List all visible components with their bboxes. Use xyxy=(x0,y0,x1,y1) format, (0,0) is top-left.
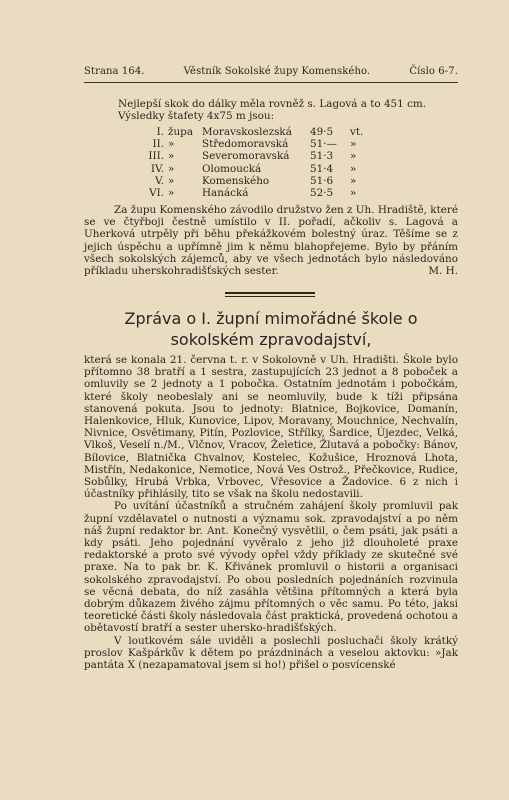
table-row: V. » Komenského 51·6 » xyxy=(155,174,357,187)
author-signature: M. H. xyxy=(428,265,458,278)
section-divider xyxy=(225,292,315,300)
closing-paragraph-block xyxy=(84,204,458,277)
page-header xyxy=(84,66,458,77)
table-row: IV. » Olomoucká 51·4 » xyxy=(150,162,357,175)
intro-line-1: Nejlepší skok do dálky měla rovněž s. Lagová a to 451 cm. xyxy=(118,98,427,110)
journal-title: Věstník Sokolské župy Komenského. xyxy=(183,66,371,77)
issue-number: Číslo 6-7. xyxy=(409,66,458,77)
article-paragraph-3: V loutkovém sále uviděli a poslechli posluchači školy krátký proslov Kašpárkův k dětem po prázdninách a veselou aktovku: »Jak pantáta X (nezapamatoval jsem si ho!) přišel o posvícenské xyxy=(84,634,458,672)
intro-line-2: Výsledky štafety 4x75 m jsou: xyxy=(118,110,275,123)
relay-results-table xyxy=(136,126,370,199)
header-rule xyxy=(84,82,458,83)
intro-block xyxy=(118,98,458,122)
table-row: VI. » Hanácká 52·5 » xyxy=(149,187,357,200)
article-body xyxy=(84,354,458,671)
page-number: Strana 164. xyxy=(84,66,145,77)
table-row: II. » Středomoravská 51·— » xyxy=(152,138,357,151)
article-paragraph-1: která se konala 21. června t. r. v Sokolovně v Uh. Hradišti. Škole bylo přítomno 38 bratří a 1 sestra, zastupujících 23 jednot a 8 poboček a omluvily se 2 jednoty a 1 pobočka. Ostatním jednotám i pobočkám, které školy neobeslaly ani se neomluvily, bude k tíži připsána stanovená pokuta. Jsou to jednoty: Blatnice, Bojkovice, Domanín, Halenkovice, Hluk, Kunovice, Lipov, Moravany, Mouchnice, Nechvalín, Nivnice, Osvětimany, Pitín, Pozlovice, Střílky, Šardice, Újezdec, Velká, Vlkoš, Veselí n./M., Vlčnov, Vracov, Želetice, Žlutavá a pobočky: Bánov, Bílovice, Blatnička Chvalnov, Kostelec, Kožušice, Hroznová Lhota, Mistřín, Nedakonice, Nemotice, Nová Ves Ostrož., Přečkovice, Rudice, Sobůlky, Hrubá Vrbka, Vrbovec, Vřesovice a Žadovice. 6 z nich i účastníky přihlásily, tito se však na školu nedostavili. xyxy=(84,354,458,501)
table-row: III. » Severomoravská 51·3 » xyxy=(148,150,357,163)
article-paragraph-2: Po uvítání účastníků a stručném zahájení školy promluvil pak župní vzdělavatel o nutnosti a významu sok. zpravodajství a po něm náš župní redaktor br. Ant. Konečný vysvětlil, o čem psáti, jak psáti a kdy psáti. Jeho pojednání vyvěralo z jeho již dlouholeté praxe redaktorské a proto své vývody opřel vždy příklady ze skutečné své praxe. Na to pak br. K. Křivánek promluvil o historii a organisaci sokolského zpravodajství. Po obou posledních pojednáních rozvinula se věcná debata, do níž zasáhla většina přítomných a která byla dobrým důkazem živého zájmu přítomných o věc samu. Po této, jaksi teoretické části školy následovala část praktická, provedená ochotou a obětavostí bratří a sester uhersko-hradišťských. xyxy=(84,500,458,635)
closing-paragraph: Za župu Komenského závodilo družstvo žen z Uh. Hradiště, které se ve čtyřboji čestně umístilo v II. pořadí, ačkoliv s. Lagová a Uherková utrpěly při běhu překážkovém bolestný úraz. Těšíme se z jejich úspěchu a upřímně jim k němu blahopřejeme. Bylo by přáním všech sokolských zájemců, aby ve všech jednotách bylo následováno příkladu uherskohradišťských sester. xyxy=(84,204,459,278)
article-title: Zpráva o I. župní mimořádné škole o sokolském zpravodajství, xyxy=(124,309,418,349)
table-row: I. župa Moravskoslezská 49·5 vt. xyxy=(156,126,364,138)
